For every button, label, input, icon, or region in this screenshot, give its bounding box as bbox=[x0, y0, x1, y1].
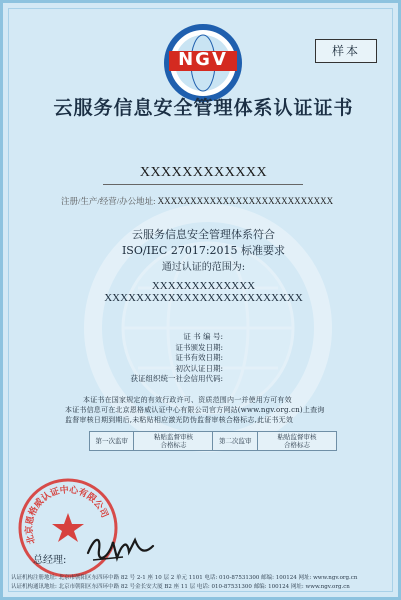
scope-label: 通过认证的范围为: bbox=[161, 262, 246, 273]
footer bbox=[11, 574, 396, 592]
footer-line: 认证机构注册地址: 北京市朝阳区东四环中路 82 号 2-1 座 10 层 2 单元 1101 电话: 010-87531300 邮编: 100124 网址: www.ngv.org.cn bbox=[11, 575, 358, 581]
sticker-line-1: 粘贴监督审核 bbox=[153, 433, 193, 441]
scope-line-2: XXXXXXXXXXXXXXXXXXXXXXXXX bbox=[104, 292, 303, 304]
footer-line: 认证机构通讯地址: 北京市朝阳区东四环中路 82 号金长安大厦 B2 座 11 层 电话: 010-87531300 邮编: 100124 网址: www.ngv.org.cn bbox=[11, 584, 350, 590]
address-value: XXXXXXXXXXXXXXXXXXXXXXXXXXX bbox=[157, 196, 334, 206]
field-valid-date: 证书有效日期: bbox=[175, 353, 223, 362]
notice-line: 监督审核日期到期后,未粘贴相应激光防伪监督审核合格标志,此证书无效 bbox=[65, 416, 294, 424]
first-audit-sticker bbox=[134, 432, 213, 451]
logo-text: NGV bbox=[178, 49, 228, 70]
org-name-underline bbox=[103, 184, 303, 185]
seal-text: 北京恩格威认证中心有限公司 bbox=[24, 485, 110, 546]
notice-line: 本证书信息可在北京恩格威认证中心有限公司官方网站(www.ngv.org.cn)上查询 bbox=[65, 406, 325, 414]
sticker-line-2: 合格标志 bbox=[160, 441, 187, 449]
field-cert-number: 证 书 编 号: bbox=[183, 332, 223, 341]
field-issue-date: 证书颁发日期: bbox=[175, 342, 223, 352]
standard-line-2: ISO/IEC 27017:2015 标准要求 bbox=[121, 244, 286, 257]
second-audit-sticker bbox=[257, 432, 336, 451]
field-initial-date: 初次认证日期: bbox=[175, 363, 223, 373]
signature-icon bbox=[83, 528, 158, 568]
first-audit-label: 第一次监审 bbox=[90, 432, 134, 451]
org-name: XXXXXXXXXXXX bbox=[139, 165, 268, 180]
scope-line-1: XXXXXXXXXXXXX bbox=[151, 280, 256, 292]
address-row bbox=[61, 195, 391, 207]
certificate-title: 云服务信息安全管理体系认证证书 bbox=[53, 97, 354, 119]
field-credit-code: 获证组织统一社会信用代码: bbox=[130, 374, 223, 383]
sticker-line-1: 粘贴监督审核 bbox=[277, 433, 317, 441]
notice-text bbox=[65, 395, 355, 425]
address-label: 注册/生产/经营/办公地址: bbox=[61, 196, 156, 206]
second-audit-label: 第二次监审 bbox=[213, 432, 257, 451]
audit-table bbox=[89, 431, 337, 451]
sticker-line-2: 合格标志 bbox=[283, 441, 310, 449]
sample-label: 样本 bbox=[315, 39, 377, 63]
certificate-fields bbox=[43, 332, 223, 385]
general-manager-label: 总经理: bbox=[33, 555, 67, 566]
standard-line-1: 云服务信息安全管理体系符合 bbox=[132, 228, 275, 241]
notice-line: 本证书在国家规定的有效行政许可、资质范围内一并使用方可有效 bbox=[83, 396, 292, 404]
